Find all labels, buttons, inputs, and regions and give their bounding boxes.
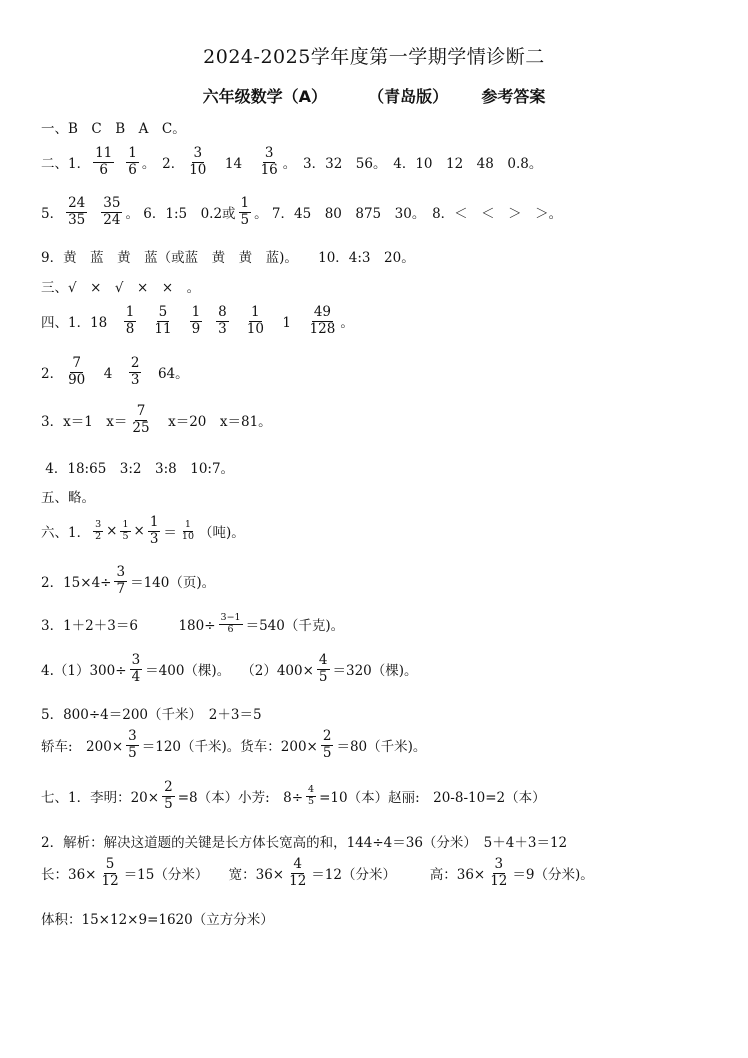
line-text: 14 (211, 156, 256, 173)
answer-line-20 (41, 908, 274, 928)
numerator: 3 (193, 145, 203, 161)
numerator: 3 (264, 145, 274, 161)
fraction (259, 146, 280, 178)
numerator: 5 (105, 856, 115, 872)
line-text: x＝20 x＝81。 (154, 414, 272, 431)
fraction (308, 305, 338, 337)
numerator: 7 (136, 403, 146, 419)
denominator: 6 (99, 161, 108, 178)
line-text: ＝320（棵)。 (332, 663, 418, 680)
answer-line-9 (41, 457, 234, 477)
subtitle-grade: 六年级数学（A） (202, 87, 328, 106)
numerator: 2 (322, 728, 332, 744)
denominator: 12 (490, 872, 508, 889)
numerator: 1 (251, 304, 260, 320)
answer-line-15 (41, 703, 262, 723)
denominator: 24 (103, 211, 121, 228)
numerator: 2 (130, 355, 140, 371)
line-text: 3．x＝1 x＝ (41, 414, 128, 431)
numerator: 49 (313, 304, 332, 320)
fraction (100, 857, 121, 889)
numerator: 3−1 (220, 612, 241, 623)
denominator: 6 (128, 161, 137, 178)
line-text: 轿车: 200× (41, 739, 124, 756)
denominator: 11 (154, 320, 172, 337)
denominator: 5 (128, 744, 137, 761)
fraction (180, 520, 196, 543)
fraction (219, 613, 243, 636)
numerator: 1 (122, 518, 129, 530)
line-text: （吨)。 (199, 525, 245, 542)
page-title: 2024-2025学年度第一学期学情诊断二 (203, 46, 545, 68)
fraction (287, 857, 308, 889)
fraction (245, 305, 266, 337)
fraction (93, 146, 114, 178)
line-text: 。 (340, 315, 354, 332)
denominator: 25 (132, 419, 150, 436)
line-text: ＝15（分米） 宽：36× (123, 867, 285, 884)
denominator: 3 (130, 371, 140, 388)
fraction (187, 146, 208, 178)
denominator: 9 (191, 320, 201, 337)
answer-line-10 (41, 486, 95, 506)
line-text: ＝ (163, 525, 177, 542)
line-text: 4．18:65 3:2 3:8 10:7。 (41, 461, 235, 477)
line-text: 。 6．1:5 0.2或 (125, 206, 236, 223)
numerator: 3 (128, 728, 137, 744)
line-text: 1 (268, 315, 305, 332)
denominator: 5 (318, 668, 328, 685)
numerator: 1 (128, 145, 137, 161)
subtitle-edition: （青岛版） (368, 87, 449, 106)
fraction (124, 305, 137, 337)
numerator: 7 (72, 355, 81, 371)
answer-line-2 (41, 146, 542, 178)
answer-line-6 (41, 305, 354, 337)
answer-line-4 (41, 246, 415, 266)
fraction (130, 404, 151, 436)
line-text: 六、1． (41, 525, 91, 542)
fraction (239, 196, 252, 228)
numerator: 11 (95, 145, 113, 161)
denominator: 10 (189, 161, 207, 178)
line-text: 五、略。 (41, 490, 95, 506)
answer-line-13 (41, 613, 344, 636)
fraction (148, 515, 161, 547)
fraction (190, 305, 203, 337)
denominator: 12 (289, 872, 307, 889)
line-text: 4 (90, 366, 126, 383)
fraction (129, 356, 142, 388)
numerator: 1 (149, 514, 159, 530)
line-text: ＝120（千米)。货车：200× (141, 739, 318, 756)
fraction (317, 653, 330, 685)
numerator: 4 (318, 652, 328, 668)
denominator: 8 (125, 320, 135, 337)
fraction (114, 565, 127, 597)
line-text: 四、1．18 (41, 315, 121, 332)
line-text: 。 2． (141, 156, 185, 173)
denominator: 10 (246, 320, 264, 337)
line-text: 三、√ × √ × × 。 (41, 280, 201, 296)
denominator: 5 (122, 530, 129, 542)
answer-line-7 (41, 356, 189, 388)
line-text: ＝540（千克)。 (245, 618, 345, 635)
denominator: 2 (95, 530, 102, 542)
fraction (126, 729, 139, 761)
line-text: ＝12（分米） 高：36× (311, 867, 486, 884)
answer-line-12 (41, 565, 215, 597)
subtitle-answer-key: 参考答案 (481, 87, 546, 106)
fraction (101, 196, 122, 228)
numerator: 2 (164, 779, 173, 795)
line-text: × (133, 523, 145, 540)
answer-line-1 (41, 117, 186, 137)
denominator: 5 (308, 795, 315, 807)
line-text: 3．1＋2＋3＝6 180÷ (41, 618, 216, 635)
numerator: 24 (68, 195, 86, 211)
numerator: 8 (218, 304, 227, 320)
denominator: 3 (218, 320, 227, 337)
answer-line-11 (41, 515, 245, 547)
line-text: 一、B C B A C。 (41, 121, 186, 137)
answer-line-18 (41, 831, 567, 851)
line-text: × (106, 523, 118, 540)
denominator: 5 (240, 211, 250, 228)
line-text: 64。 (144, 366, 189, 383)
numerator: 3 (494, 856, 504, 872)
line-text: 9．黄 蓝 黄 蓝（或蓝 黄 黄 蓝)。 10．4:3 20。 (41, 250, 415, 266)
denominator: 128 (309, 320, 336, 337)
answer-line-3 (41, 196, 562, 228)
line-text: 4.（1）300÷ (41, 663, 127, 680)
fraction (93, 520, 103, 543)
answer-line-14 (41, 653, 418, 685)
line-text: 长：36× (41, 867, 97, 884)
fraction (66, 196, 87, 228)
answer-line-19 (41, 857, 594, 889)
line-text: ＝9（分米)。 (512, 867, 594, 884)
line-text: 2．解析：解决这道题的关键是长方体长宽高的和，144÷4＝36（分米） 5＋4＋3＝12 (41, 835, 568, 851)
line-text: 2． (41, 366, 64, 383)
line-text: 七、1．李明：20× (41, 790, 160, 807)
line-text: =10（本）赵丽: 20-8-10=2（本） (319, 790, 546, 807)
denominator: 6 (227, 623, 234, 635)
answer-line-17 (41, 780, 546, 812)
fraction (162, 780, 175, 812)
line-text: 2．15×4÷ (41, 575, 112, 592)
numerator: 1 (240, 195, 250, 211)
numerator: 5 (158, 304, 168, 320)
denominator: 7 (116, 580, 126, 597)
numerator: 4 (308, 783, 315, 795)
numerator: 1 (125, 304, 135, 320)
numerator: 1 (191, 304, 201, 320)
line-text: 二、1． (41, 156, 91, 173)
answer-line-8 (41, 404, 272, 436)
denominator: 10 (181, 530, 194, 542)
numerator: 1 (184, 518, 191, 530)
line-text: =8（本）小芳: 8÷ (177, 790, 304, 807)
fraction (120, 520, 130, 543)
denominator: 5 (322, 744, 332, 761)
denominator: 4 (131, 668, 141, 685)
fraction (152, 305, 173, 337)
line-text: 5． (41, 206, 64, 223)
line-text: ＝400（棵)。 （2）400× (145, 663, 314, 680)
fraction (66, 356, 87, 388)
numerator: 35 (103, 195, 121, 211)
line-text: ＝140（页)。 (130, 575, 216, 592)
page-subtitle (0, 84, 748, 107)
numerator: 3 (95, 518, 102, 530)
line-text: 。 3．32 56。 4．10 12 48 0.8。 (282, 156, 543, 173)
fraction (216, 305, 229, 337)
line-text: 。 7．45 80 875 30。 8．＜ ＜ ＞ ＞。 (254, 206, 563, 223)
fraction (321, 729, 334, 761)
denominator: 90 (68, 371, 86, 388)
numerator: 3 (116, 564, 126, 580)
line-text: ＝80（千米)。 (336, 739, 427, 756)
numerator: 3 (131, 652, 141, 668)
fraction (306, 785, 316, 808)
answer-line-16 (41, 729, 426, 761)
answer-line-5 (41, 276, 200, 296)
fraction (488, 857, 509, 889)
denominator: 12 (101, 872, 119, 889)
denominator: 3 (149, 530, 159, 547)
denominator: 16 (260, 161, 278, 178)
numerator: 4 (293, 856, 302, 872)
fraction (130, 653, 143, 685)
line-text: 5．800÷4＝200（千米） 2＋3＝5 (41, 707, 262, 723)
line-text: 体积：15×12×9=1620（立方分米） (41, 912, 274, 928)
denominator: 5 (164, 795, 173, 812)
fraction (126, 146, 139, 178)
denominator: 35 (68, 211, 86, 228)
